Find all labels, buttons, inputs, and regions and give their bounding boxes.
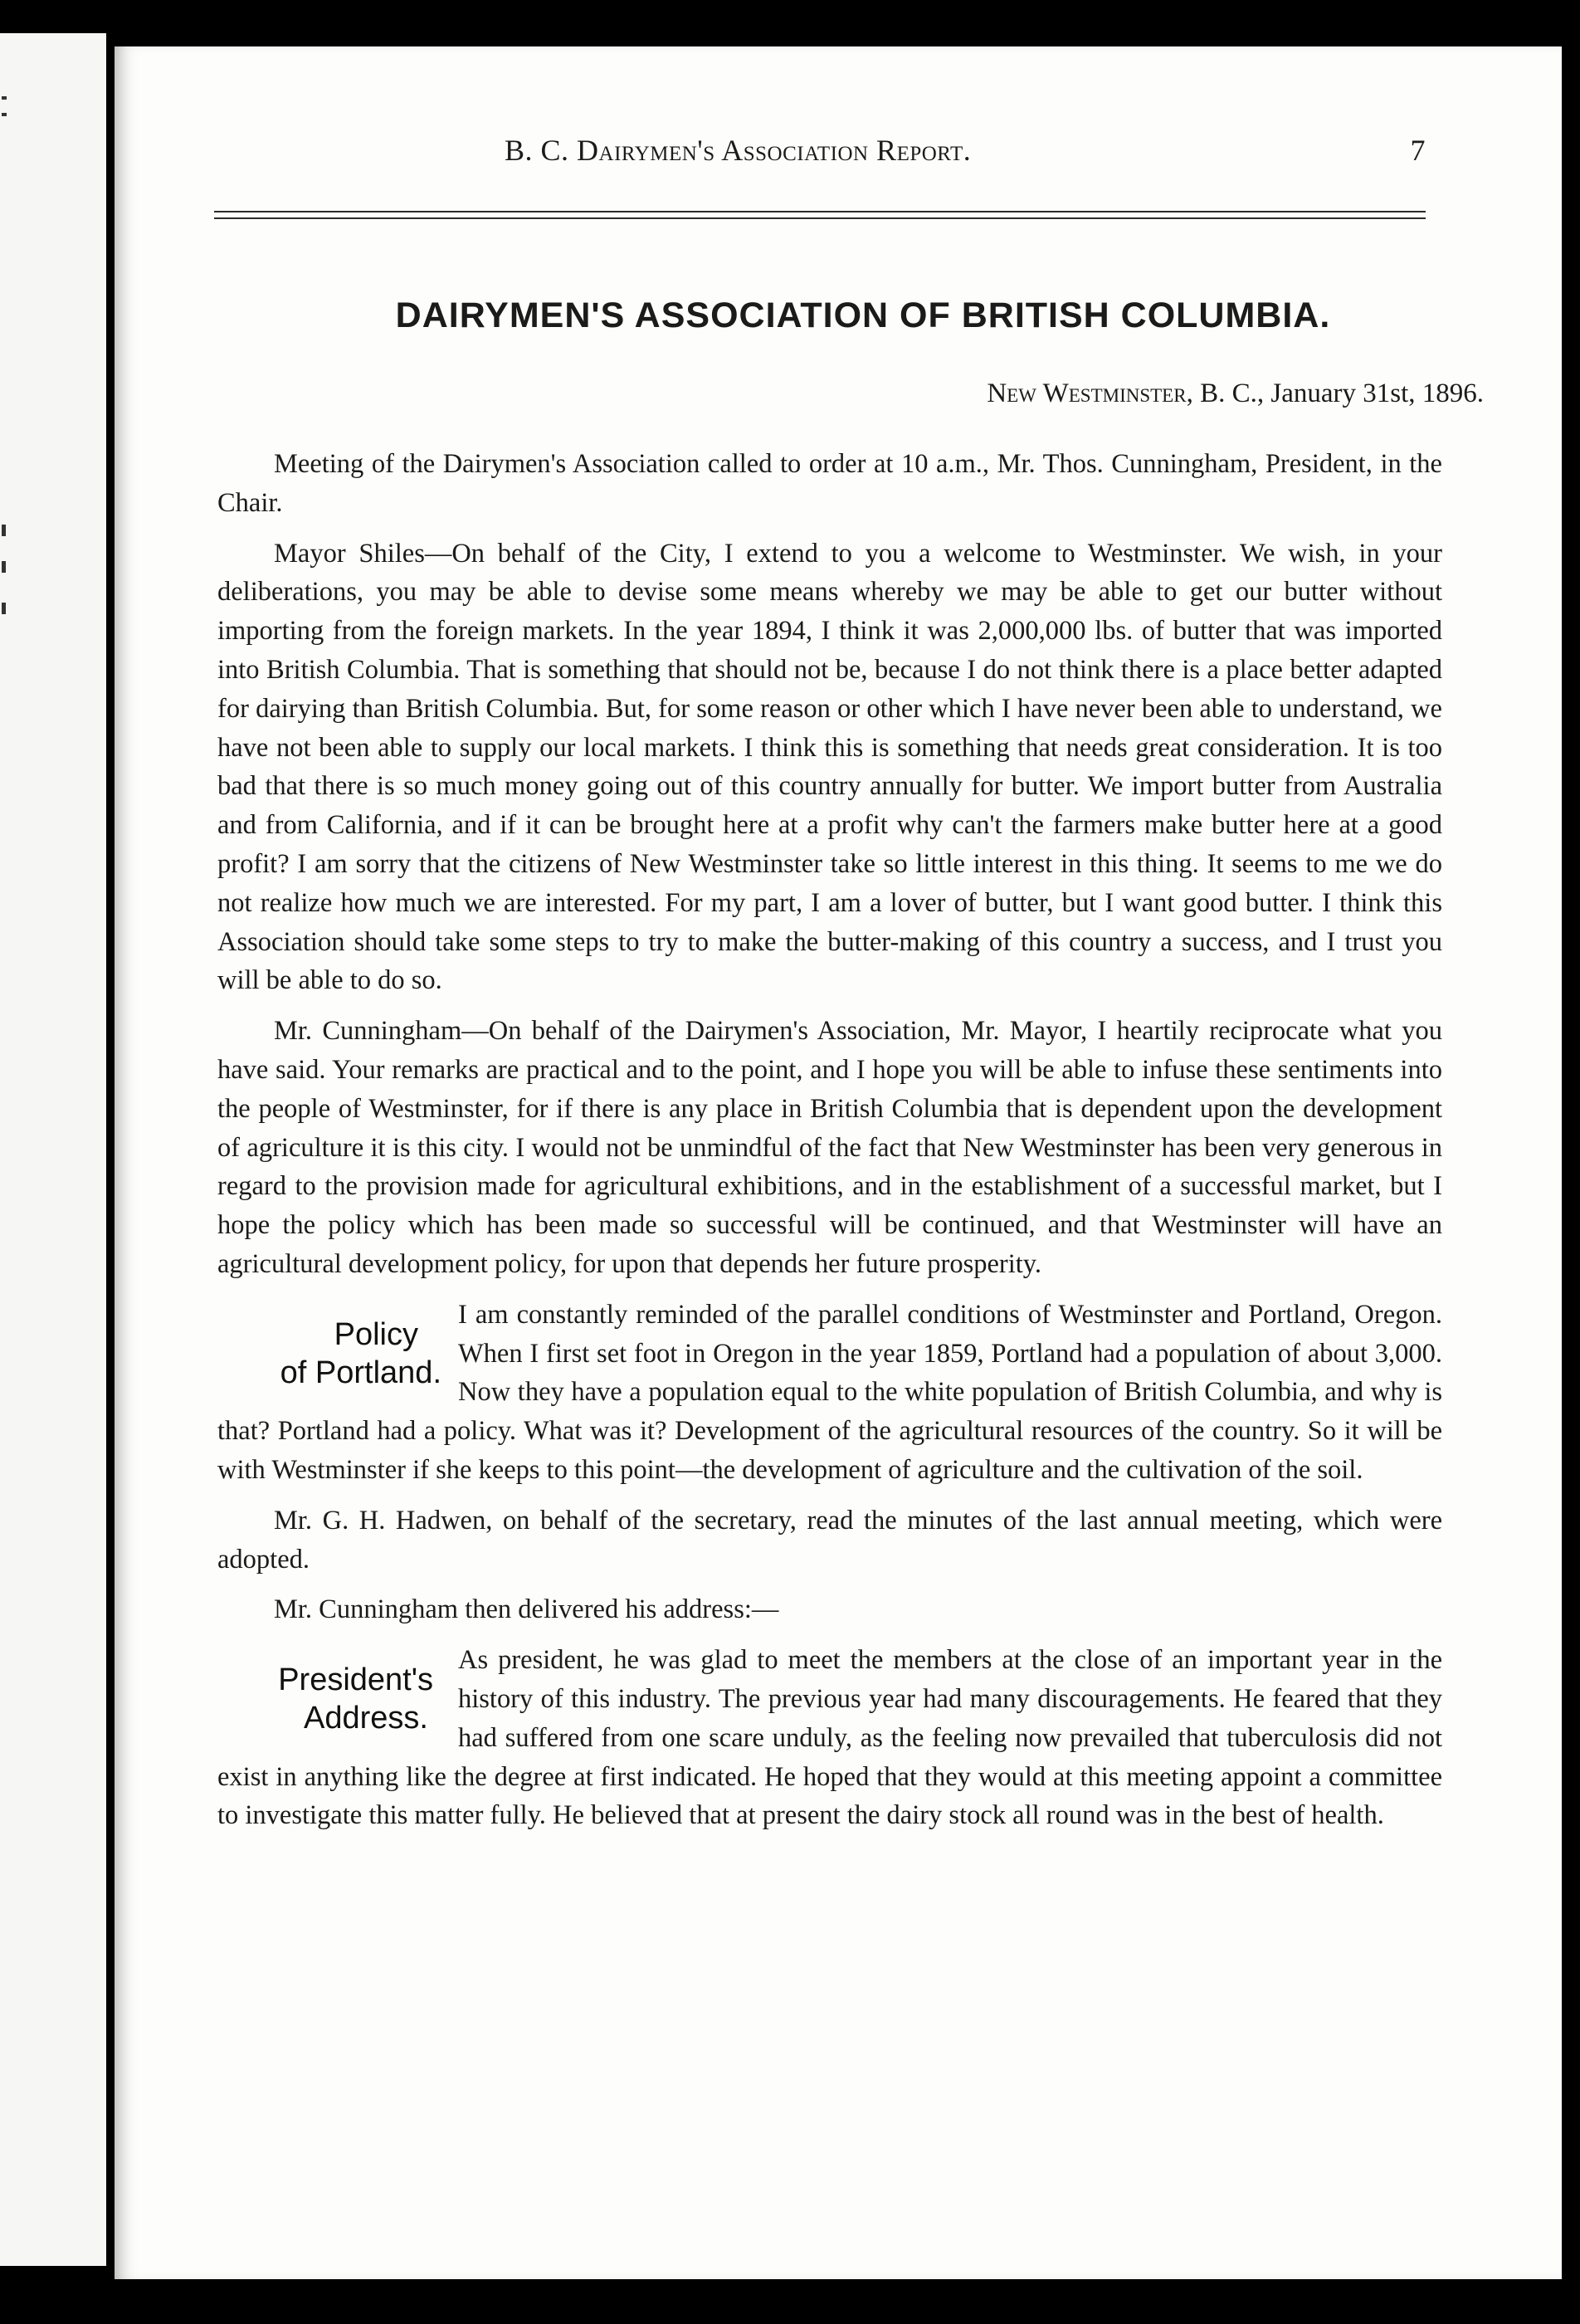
sidenote-line: Policy (334, 1316, 418, 1352)
sidenote-line: of Portland. (280, 1355, 441, 1390)
paragraph-cunningham-reply: Mr. Cunningham—On behalf of the Dairymen's Association, Mr. Mayor, I heartily reciprocate what you have said. Your remarks are practical and to the point, and I hope you will be able to infuse these sentiments into the people of Westminster, for if there is any place in British Columbia that is dependent upon the development of agriculture it is this city. I would not be unmindful of the fact that New Westminster has been very generous in regard to the provision made for agricultural exhibitions, and in the establishment of a successful market, but I hope the policy which has been made so successful will be continued, and that Westminster will have an agricultural development policy, for upon that depends her future prosperity. (217, 1016, 1442, 1279)
paragraph-address-intro: Mr. Cunningham then delivered his address:— (274, 1594, 779, 1625)
adjacent-page-edge (0, 33, 106, 2266)
running-title: B. C. Dairymen's Association Report. (505, 134, 972, 167)
paragraph-minutes: Mr. G. H. Hadwen, on behalf of the secretary, read the minutes of the last annual meeting, which were adopted. (217, 1505, 1442, 1575)
edge-mark (2, 525, 6, 536)
sidenote-presidents-address (217, 1661, 441, 1737)
document-page (115, 46, 1562, 2279)
edge-mark (2, 96, 7, 100)
dateline (737, 378, 1484, 409)
paragraph-presidents-address: As president, he was glad to meet the members at the close of an important year in the history of this industry. The previous year had many discouragements. He feared that they had suffered from one scare unduly, as the feeling now prevailed that tuberculosis did not exist in anything like the degree at first indicated. He hoped that they would at this meeting appoint a committee to investigate this matter fully. He believed that at present the dairy stock all round was in the best of health. (217, 1645, 1442, 1831)
dateline-date: B. C., January 31st, 1896. (1200, 378, 1484, 408)
page-title: DAIRYMEN'S ASSOCIATION OF BRITISH COLUMBIA. (395, 295, 1331, 335)
header-rule-top (214, 211, 1426, 212)
running-header (505, 133, 1426, 168)
edge-mark (2, 113, 7, 116)
sidenote-line: Address. (304, 1701, 428, 1736)
sidenote-policy-of-portland (217, 1316, 441, 1392)
paragraph-opening: Meeting of the Dairymen's Association called to order at 10 a.m., Mr. Thos. Cunningham, President, in the Chair. (217, 449, 1442, 518)
paragraph-portland: I am constantly reminded of the parallel conditions of Westminster and Portland, Oregon. When I first set foot in Oregon in the year 1859, Portland had a population of about 3,000. Now they have a population equal to the white population of British Columbia, and why is that? Portland had a policy. What was it? Development of the agricultural resources of the country. So it will be with Westminster if she keeps to this point—the development of agriculture and the cultivation of the soil. (217, 1299, 1442, 1485)
page-number: 7 (1410, 134, 1426, 167)
paragraph-mayor-shiles: Mayor Shiles—On behalf of the City, I extend to you a welcome to Westminster. We wish, in your deliberations, you may be able to devise some means whereby we may be able to get our butter without importing from the foreign markets. In the year 1894, I think it was 2,000,000 lbs. of butter that was imported into British Columbia. That is something that should not be, because I do not think there is a place better adapted for dairying than British Columbia. But, for some reason or other which I have never been able to understand, we have not been able to supply our local markets. I think this is something that needs great consideration. It is too bad that there is so much money going out of this country annually for butter. We import butter from Australia and from California, and if it can be brought here at a profit why can't the farmers make butter here at a good profit? I am sorry that the citizens of New Westminster take so little interest in this thing. It seems to me we do not realize how much we are interested. For my part, I am a lover of butter, but I want good butter. I think this Association should take some steps to try to make the butter-making of this country a success, and I trust you will be able to do so. (217, 538, 1442, 996)
body-text (217, 445, 1442, 1847)
sidenote-line: President's (278, 1662, 433, 1698)
header-rule-bottom (214, 217, 1426, 219)
edge-mark (2, 603, 6, 614)
dateline-place: New Westminster, (987, 378, 1193, 408)
edge-mark (2, 561, 6, 573)
